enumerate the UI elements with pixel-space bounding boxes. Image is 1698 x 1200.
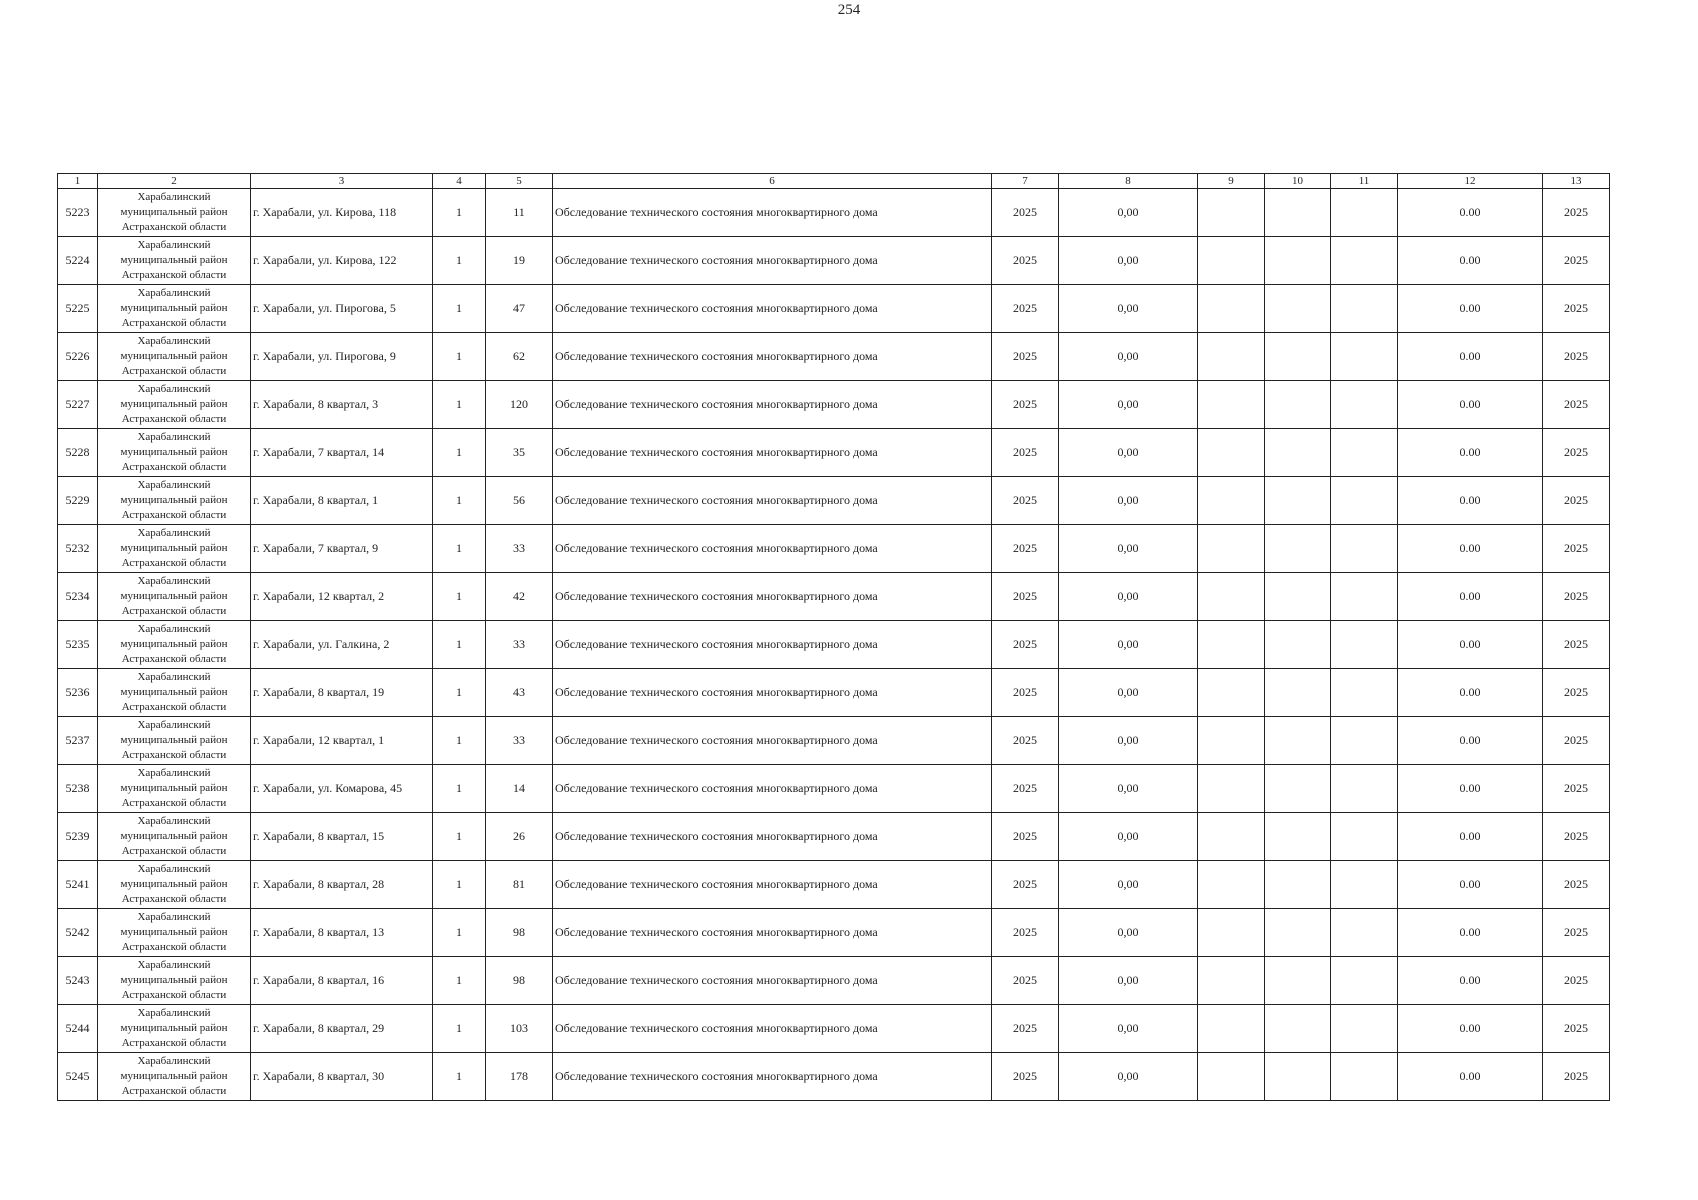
table-cell: 2025	[1543, 621, 1610, 669]
table-cell: 35	[486, 429, 553, 477]
table-cell: 0.00	[1398, 957, 1543, 1005]
table-cell	[1265, 717, 1331, 765]
table-cell: г. Харабали, 8 квартал, 15	[251, 813, 433, 861]
table-cell: 0,00	[1059, 813, 1198, 861]
table-cell: г. Харабали, 8 квартал, 28	[251, 861, 433, 909]
table-cell: Харабалинский муниципальный район Астраханской области	[98, 333, 251, 381]
table-cell: 5223	[58, 189, 98, 237]
table-row	[58, 1053, 1610, 1101]
table-cell	[1331, 429, 1398, 477]
page-number: 254	[837, 2, 861, 18]
table-cell: 2025	[1543, 189, 1610, 237]
table-row	[58, 765, 1610, 813]
table-cell: Харабалинский муниципальный район Астраханской области	[98, 525, 251, 573]
table-row	[58, 861, 1610, 909]
table-cell: г. Харабали, ул. Галкина, 2	[251, 621, 433, 669]
column-header: 10	[1265, 174, 1331, 189]
table-cell: Обследование технического состояния многоквартирного дома	[553, 237, 992, 285]
table-cell: 2025	[992, 813, 1059, 861]
table-cell: 2025	[992, 525, 1059, 573]
table-cell	[1198, 813, 1265, 861]
table-cell: Обследование технического состояния многоквартирного дома	[553, 285, 992, 333]
table-cell: 81	[486, 861, 553, 909]
table-cell: 0,00	[1059, 429, 1198, 477]
table-cell: 1	[433, 189, 486, 237]
table-cell: 2025	[992, 477, 1059, 525]
table-cell: 5238	[58, 765, 98, 813]
table-cell: 120	[486, 381, 553, 429]
table-cell: 2025	[992, 717, 1059, 765]
table-cell: Харабалинский муниципальный район Астраханской области	[98, 813, 251, 861]
table-cell	[1265, 621, 1331, 669]
table-cell: Харабалинский муниципальный район Астраханской области	[98, 477, 251, 525]
column-header: 9	[1198, 174, 1265, 189]
table-cell: 2025	[992, 909, 1059, 957]
table-cell	[1331, 525, 1398, 573]
table-cell: 0,00	[1059, 333, 1198, 381]
table-cell: 1	[433, 621, 486, 669]
table-cell: 1	[433, 285, 486, 333]
table-cell: Обследование технического состояния многоквартирного дома	[553, 669, 992, 717]
table-cell: 0,00	[1059, 765, 1198, 813]
table-cell: 11	[486, 189, 553, 237]
table-cell: Харабалинский муниципальный район Астраханской области	[98, 861, 251, 909]
table-cell: 2025	[1543, 477, 1610, 525]
table-cell	[1331, 573, 1398, 621]
table-cell: 5239	[58, 813, 98, 861]
table-cell	[1265, 381, 1331, 429]
table-cell: 0.00	[1398, 285, 1543, 333]
table-cell: 0,00	[1059, 525, 1198, 573]
table-cell: 2025	[1543, 717, 1610, 765]
table-cell	[1198, 429, 1265, 477]
table-cell: 43	[486, 669, 553, 717]
table-cell	[1265, 477, 1331, 525]
column-header: 3	[251, 174, 433, 189]
table-cell: 47	[486, 285, 553, 333]
table-cell: 2025	[1543, 1005, 1610, 1053]
table-cell: 2025	[1543, 333, 1610, 381]
table-cell: 103	[486, 1005, 553, 1053]
table-cell: 1	[433, 429, 486, 477]
column-header: 12	[1398, 174, 1543, 189]
table-cell: 5228	[58, 429, 98, 477]
table-cell: 2025	[1543, 573, 1610, 621]
table-cell: 2025	[1543, 285, 1610, 333]
table-row	[58, 429, 1610, 477]
table-cell: 2025	[992, 333, 1059, 381]
table-cell	[1331, 1005, 1398, 1053]
table-cell: 1	[433, 765, 486, 813]
table-cell: Обследование технического состояния многоквартирного дома	[553, 861, 992, 909]
column-header: 2	[98, 174, 251, 189]
table-cell	[1198, 669, 1265, 717]
data-table	[57, 173, 1610, 1101]
table-cell: 2025	[1543, 237, 1610, 285]
table-cell	[1331, 957, 1398, 1005]
table-cell: 5229	[58, 477, 98, 525]
table-cell: 1	[433, 477, 486, 525]
table-cell: Обследование технического состояния многоквартирного дома	[553, 765, 992, 813]
table-cell: 98	[486, 957, 553, 1005]
column-header: 5	[486, 174, 553, 189]
table-row	[58, 1005, 1610, 1053]
table-cell: 1	[433, 909, 486, 957]
table-cell: 0,00	[1059, 573, 1198, 621]
table-cell: 5232	[58, 525, 98, 573]
table-cell: Обследование технического состояния многоквартирного дома	[553, 381, 992, 429]
header-row	[58, 174, 1610, 189]
table-cell	[1198, 525, 1265, 573]
table-cell: 1	[433, 813, 486, 861]
table-cell: 1	[433, 237, 486, 285]
table-cell: Харабалинский муниципальный район Астраханской области	[98, 669, 251, 717]
table-cell	[1265, 237, 1331, 285]
table-cell: г. Харабали, ул. Пирогова, 9	[251, 333, 433, 381]
table-row	[58, 573, 1610, 621]
table-cell: г. Харабали, ул. Пирогова, 5	[251, 285, 433, 333]
table-cell: 0,00	[1059, 381, 1198, 429]
table-cell	[1198, 477, 1265, 525]
table-cell: г. Харабали, 8 квартал, 30	[251, 1053, 433, 1101]
table-cell: Обследование технического состояния многоквартирного дома	[553, 621, 992, 669]
table-cell: Обследование технического состояния многоквартирного дома	[553, 477, 992, 525]
table-cell	[1265, 573, 1331, 621]
table-cell: г. Харабали, ул. Комарова, 45	[251, 765, 433, 813]
column-header: 1	[58, 174, 98, 189]
table-row	[58, 621, 1610, 669]
table-cell	[1331, 189, 1398, 237]
table-cell	[1331, 285, 1398, 333]
table-row	[58, 957, 1610, 1005]
table-cell	[1331, 861, 1398, 909]
table-cell	[1198, 1053, 1265, 1101]
table-cell	[1331, 477, 1398, 525]
table-cell: 14	[486, 765, 553, 813]
table-cell: 2025	[992, 381, 1059, 429]
table-cell: 1	[433, 957, 486, 1005]
table-cell: Харабалинский муниципальный район Астраханской области	[98, 957, 251, 1005]
table-cell	[1198, 621, 1265, 669]
table-cell: 2025	[992, 621, 1059, 669]
table-cell: Харабалинский муниципальный район Астраханской области	[98, 1005, 251, 1053]
table-cell: 2025	[1543, 909, 1610, 957]
table-cell: 5237	[58, 717, 98, 765]
table-cell: 33	[486, 621, 553, 669]
table-cell: Обследование технического состояния многоквартирного дома	[553, 813, 992, 861]
column-header: 8	[1059, 174, 1198, 189]
table-cell: 0.00	[1398, 717, 1543, 765]
table-cell: 5245	[58, 1053, 98, 1101]
table-row	[58, 813, 1610, 861]
table-cell: г. Харабали, 8 квартал, 1	[251, 477, 433, 525]
table-cell: 5225	[58, 285, 98, 333]
table-cell: г. Харабали, 8 квартал, 13	[251, 909, 433, 957]
column-header: 4	[433, 174, 486, 189]
table-cell: 0,00	[1059, 285, 1198, 333]
table-cell: 0.00	[1398, 189, 1543, 237]
table-cell: 2025	[1543, 381, 1610, 429]
table-cell	[1265, 333, 1331, 381]
table-cell: 2025	[992, 669, 1059, 717]
table-cell: 0.00	[1398, 1053, 1543, 1101]
table-cell: Харабалинский муниципальный район Астраханской области	[98, 429, 251, 477]
table-row	[58, 189, 1610, 237]
table-cell: 1	[433, 381, 486, 429]
table-cell: 0.00	[1398, 333, 1543, 381]
table-cell: 1	[433, 1005, 486, 1053]
table-cell: 1	[433, 861, 486, 909]
table-cell	[1331, 813, 1398, 861]
table-cell: 33	[486, 525, 553, 573]
table-cell: 0.00	[1398, 813, 1543, 861]
table-cell: Харабалинский муниципальный район Астраханской области	[98, 765, 251, 813]
table-cell: 0.00	[1398, 477, 1543, 525]
table-cell	[1331, 765, 1398, 813]
table-cell	[1198, 333, 1265, 381]
table-cell: 2025	[992, 1053, 1059, 1101]
table-cell: 62	[486, 333, 553, 381]
table-cell	[1265, 285, 1331, 333]
table-row	[58, 381, 1610, 429]
table-cell: г. Харабали, ул. Кирова, 122	[251, 237, 433, 285]
table-cell: Обследование технического состояния многоквартирного дома	[553, 429, 992, 477]
table-row	[58, 237, 1610, 285]
table-cell	[1265, 765, 1331, 813]
table-cell: г. Харабали, ул. Кирова, 118	[251, 189, 433, 237]
table-cell: Обследование технического состояния многоквартирного дома	[553, 189, 992, 237]
table-cell	[1198, 237, 1265, 285]
column-header: 7	[992, 174, 1059, 189]
table-cell: 0,00	[1059, 957, 1198, 1005]
table-cell: 0.00	[1398, 1005, 1543, 1053]
table-cell: Обследование технического состояния многоквартирного дома	[553, 957, 992, 1005]
table-cell: Харабалинский муниципальный район Астраханской области	[98, 909, 251, 957]
table-cell: 2025	[1543, 957, 1610, 1005]
table-row	[58, 477, 1610, 525]
table-cell: 1	[433, 669, 486, 717]
table-cell: 42	[486, 573, 553, 621]
table-cell: 2025	[992, 237, 1059, 285]
table-cell: Харабалинский муниципальный район Астраханской области	[98, 717, 251, 765]
table-cell	[1198, 957, 1265, 1005]
table-cell: 2025	[992, 957, 1059, 1005]
table-cell: 2025	[1543, 1053, 1610, 1101]
table-cell: 0,00	[1059, 861, 1198, 909]
table-row	[58, 525, 1610, 573]
table-cell: 5243	[58, 957, 98, 1005]
table-cell	[1331, 381, 1398, 429]
table-cell	[1265, 861, 1331, 909]
table-cell: г. Харабали, 8 квартал, 16	[251, 957, 433, 1005]
table-cell: 0,00	[1059, 1053, 1198, 1101]
table-row	[58, 285, 1610, 333]
table-cell	[1198, 381, 1265, 429]
table-cell: Харабалинский муниципальный район Астраханской области	[98, 381, 251, 429]
table-cell: 2025	[992, 573, 1059, 621]
table-cell: 5226	[58, 333, 98, 381]
table-cell: 5241	[58, 861, 98, 909]
table-cell: Харабалинский муниципальный район Астраханской области	[98, 573, 251, 621]
table-cell	[1198, 1005, 1265, 1053]
table-cell	[1198, 765, 1265, 813]
table-cell: 33	[486, 717, 553, 765]
table-cell: 0.00	[1398, 861, 1543, 909]
table-cell: 0.00	[1398, 525, 1543, 573]
table-cell: 1	[433, 333, 486, 381]
table-cell: г. Харабали, 8 квартал, 29	[251, 1005, 433, 1053]
table-cell: 0,00	[1059, 189, 1198, 237]
table-cell: г. Харабали, 8 квартал, 19	[251, 669, 433, 717]
table-cell: 0.00	[1398, 765, 1543, 813]
table-cell: 1	[433, 717, 486, 765]
table-cell: 2025	[992, 861, 1059, 909]
table-cell: 0,00	[1059, 669, 1198, 717]
table-cell: Обследование технического состояния многоквартирного дома	[553, 525, 992, 573]
table-cell: 19	[486, 237, 553, 285]
table-cell	[1265, 429, 1331, 477]
table-cell: Харабалинский муниципальный район Астраханской области	[98, 621, 251, 669]
table-cell: Обследование технического состояния многоквартирного дома	[553, 333, 992, 381]
table-cell: г. Харабали, 8 квартал, 3	[251, 381, 433, 429]
table-cell	[1331, 717, 1398, 765]
table-row	[58, 717, 1610, 765]
table-cell	[1198, 573, 1265, 621]
table-row	[58, 669, 1610, 717]
table-cell: 0,00	[1059, 237, 1198, 285]
table-cell: 0,00	[1059, 477, 1198, 525]
table-cell: г. Харабали, 7 квартал, 14	[251, 429, 433, 477]
table-cell: 5227	[58, 381, 98, 429]
table-cell: Харабалинский муниципальный район Астраханской области	[98, 1053, 251, 1101]
table-cell: Харабалинский муниципальный район Астраханской области	[98, 189, 251, 237]
table-cell: Обследование технического состояния многоквартирного дома	[553, 909, 992, 957]
table-row	[58, 909, 1610, 957]
table-cell: г. Харабали, 12 квартал, 1	[251, 717, 433, 765]
table-cell: 2025	[992, 1005, 1059, 1053]
table-cell: 1	[433, 573, 486, 621]
column-header: 13	[1543, 174, 1610, 189]
table-cell: 0.00	[1398, 429, 1543, 477]
table-cell	[1331, 1053, 1398, 1101]
table-cell: 2025	[992, 285, 1059, 333]
table-row	[58, 333, 1610, 381]
table-cell: 5235	[58, 621, 98, 669]
table-cell: Харабалинский муниципальный район Астраханской области	[98, 237, 251, 285]
table-cell	[1265, 909, 1331, 957]
table-cell	[1331, 237, 1398, 285]
table-cell	[1331, 621, 1398, 669]
table-cell	[1265, 525, 1331, 573]
table-cell: 98	[486, 909, 553, 957]
table-cell: 2025	[1543, 765, 1610, 813]
table-body	[58, 189, 1610, 1101]
table-cell: 2025	[992, 765, 1059, 813]
table-cell: Обследование технического состояния многоквартирного дома	[553, 1005, 992, 1053]
table-cell: 0,00	[1059, 1005, 1198, 1053]
table-cell: г. Харабали, 12 квартал, 2	[251, 573, 433, 621]
table-cell	[1198, 861, 1265, 909]
table-cell	[1265, 957, 1331, 1005]
table-cell: 56	[486, 477, 553, 525]
table-cell	[1198, 189, 1265, 237]
table-cell: 0.00	[1398, 909, 1543, 957]
table-cell: 5224	[58, 237, 98, 285]
table-cell	[1198, 717, 1265, 765]
table-cell	[1265, 1005, 1331, 1053]
table-cell: 2025	[1543, 669, 1610, 717]
table-cell: 0.00	[1398, 381, 1543, 429]
table-cell: г. Харабали, 7 квартал, 9	[251, 525, 433, 573]
table-cell	[1265, 669, 1331, 717]
table-cell: 2025	[1543, 429, 1610, 477]
table-cell: 2025	[992, 189, 1059, 237]
table-cell: 2025	[1543, 525, 1610, 573]
table-cell: 0.00	[1398, 573, 1543, 621]
table-cell: 26	[486, 813, 553, 861]
table-cell: 5234	[58, 573, 98, 621]
table-cell: 178	[486, 1053, 553, 1101]
table-cell	[1198, 909, 1265, 957]
table-cell: Обследование технического состояния многоквартирного дома	[553, 717, 992, 765]
table-cell	[1331, 669, 1398, 717]
column-header: 6	[553, 174, 992, 189]
table-cell: 0,00	[1059, 621, 1198, 669]
column-header: 11	[1331, 174, 1398, 189]
table-cell: 5244	[58, 1005, 98, 1053]
table-cell: 1	[433, 1053, 486, 1101]
table-cell	[1198, 285, 1265, 333]
table-cell	[1265, 813, 1331, 861]
table-cell	[1331, 909, 1398, 957]
table-cell: Обследование технического состояния многоквартирного дома	[553, 1053, 992, 1101]
table-cell: 0.00	[1398, 621, 1543, 669]
table-cell: 2025	[992, 429, 1059, 477]
table-cell	[1331, 333, 1398, 381]
table-cell: 2025	[1543, 813, 1610, 861]
table-cell: Обследование технического состояния многоквартирного дома	[553, 573, 992, 621]
table-cell: 2025	[1543, 861, 1610, 909]
table-cell: 0,00	[1059, 717, 1198, 765]
table-cell: 0.00	[1398, 237, 1543, 285]
table-cell: 5242	[58, 909, 98, 957]
table-cell: 0.00	[1398, 669, 1543, 717]
table-cell	[1265, 1053, 1331, 1101]
table-cell: 0,00	[1059, 909, 1198, 957]
table-cell	[1265, 189, 1331, 237]
table-cell: 1	[433, 525, 486, 573]
table-cell: Харабалинский муниципальный район Астраханской области	[98, 285, 251, 333]
table-cell: 5236	[58, 669, 98, 717]
